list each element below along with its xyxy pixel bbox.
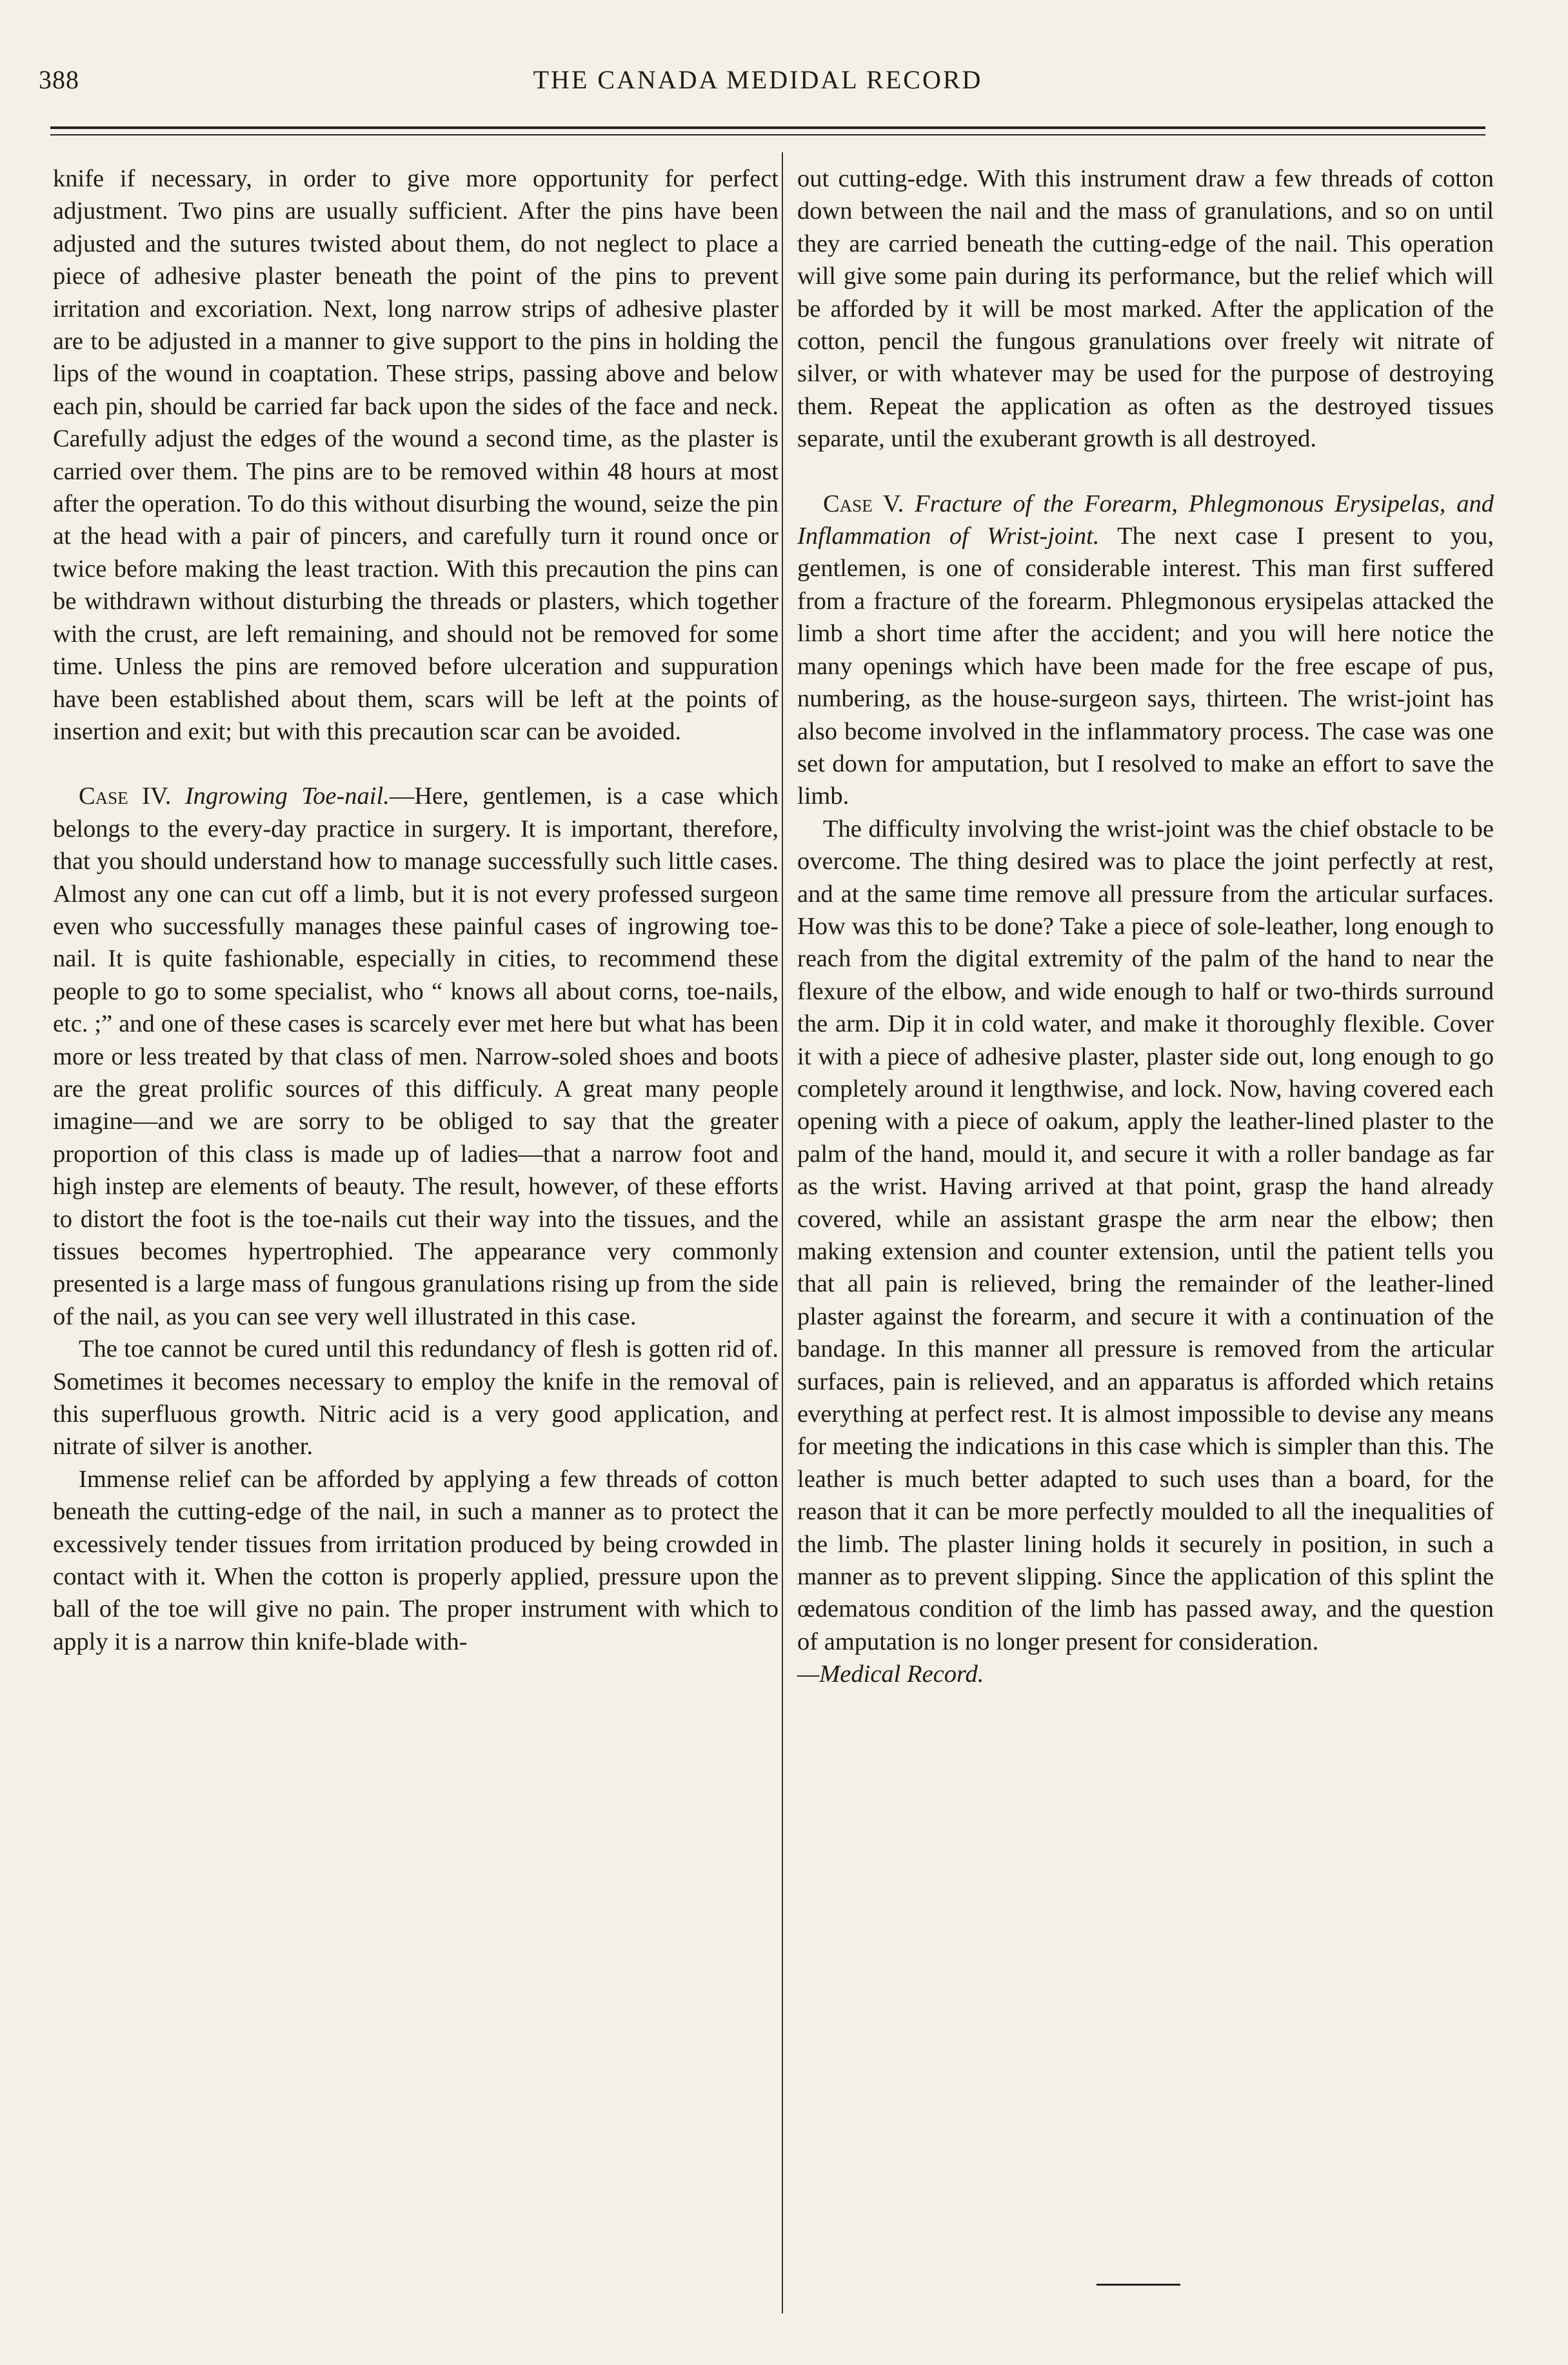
case-title: Ingrowing Toe-nail. bbox=[184, 783, 390, 810]
case-label: Case IV. bbox=[79, 783, 172, 810]
paragraph-text: The difficulty involving the wrist-joint was the chief obstacle to be overcome. The thing desired was to place the joint perfectly at rest, and at the same time remove all pressure from the articular surfaces. How was this to be done? Take a piece of sole-leather, long enough to reach from the digital extremity of the palm of the hand to near the flexure of the elbow, and wide enough to half or two-thirds surround the arm. Dip it in cold water, and make it thoroughly flexible. Cover it with a piece of adhesive plaster, plaster side out, long enough to go completely around it lengthwise, and lock. Now, having covered each opening with a piece of oakum, apply the leather-lined plaster to the palm of the hand, mould it, and secure it with a roller bandage as far as the wrist. Having arrived at that point, grasp the hand already covered, while an assistant graspe the arm near the elbow; then making extension and counter extension, until the patient tells you that all pain is relieved, bring the remainder of the leather-lined plaster against the forearm, and secure it with a continuation of the bandage. In this manner all pressure is removed from the articular surfaces, pain is relieved, and an apparatus is afforded which retains everything at perfect rest. It is almost impossible to devise any means for meeting the indications in this case which is simpler than this. The leather is much better adapted to such uses than a board, for the reason that it can be more perfectly moulded to all the inequalities of the limb. The plaster lining holds it securely in position, in such a manner as to prevent slipping. Since the application of this splint the œdematous condition of the limb has passed away, and the question of amputation is no longer present for consideration. bbox=[797, 815, 1494, 1655]
source-citation: —Medical Record. bbox=[797, 1661, 984, 1688]
case-text: The next case I present to you, gentlemen, is one of considerable interest. This man first suffered from a fracture of the forearm. Phlegmonous erysipelas attacked the limb a short time after the accident; and you will here notice the many openings which have been made for the free escape of pus, numbering, as the house-surgeon says, thirteen. The wrist-joint has also become involved in the inflammatory process. The case was one set down for amputation, but I resolved to make an effort to save the limb. bbox=[797, 523, 1494, 810]
paragraph: Immense relief can be afforded by applying a few threads of cotton beneath the cutting-edge of the nail, in such a manner as to protect the excessively tender tissues from irritation produced by being crowded in contact with it. When the cotton is properly applied, pressure upon the ball of the toe will give no pain. The proper instrument with which to apply it is a narrow thin knife-blade with- bbox=[53, 1465, 779, 1655]
case-title: Fracture of the Forearm, Phlegmonous Erysipelas, and Inflammation of Wrist-joint. bbox=[797, 490, 1494, 550]
paragraph bbox=[797, 813, 1494, 1691]
header-rule-thick bbox=[50, 126, 1485, 129]
closing-rule bbox=[1097, 2284, 1180, 2286]
paragraph: out cutting-edge. With this instrument draw a few threads of cotton down between the nail and the mass of granulations, and so on until they are carried beneath the cutting-edge of the nail. This operation will give some pain during its performance, but the relief which will be afforded by it will be most marked. After the application of the cotton, pencil the fungous granulations over freely wit nitrate of silver, or with whatever may be used for the purpose of destroying them. Repeat the application as often as the destroyed tissues separate, until the exuberant growth is all destroyed. bbox=[797, 165, 1494, 453]
paragraph: knife if necessary, in order to give more opportunity for perfect adjustment. Two pins are usually sufficient. After the pins have been adjusted and the sutures twisted about them, do not neglect to place a piece of adhesive plaster beneath the point of the pins to prevent irritation and excoriation. Next, long narrow strips of adhesive plaster are to be adjusted in a manner to give support to the pins in holding the lips of the wound in coaptation. These strips, passing above and below each pin, should be carried far back upon the sides of the face and neck. Carefully adjust the edges of the wound a second time, as the plaster is carried over them. The pins are to be removed within 48 hours at most after the operation. To do this without disurbing the wound, seize the pin at the head with a pair of pincers, and carefully turn it round once or twice before making the least traction. With this precaution the pins can be withdrawn without disturbing the threads or plasters, which together with the crust, are left remaining, and should not be removed for some time. Unless the pins are removed before ulceration and suppuration have been established about them, scars will be left at the points of insertion and exit; but with this precaution scar can be avoided. bbox=[53, 165, 779, 745]
header-rule-thin bbox=[50, 134, 1485, 135]
page-number: 388 bbox=[39, 65, 79, 94]
page-header bbox=[39, 59, 1477, 105]
column-divider bbox=[782, 152, 783, 2313]
case-text: —Here, gentlemen, is a case which belongs to the every-day practice in surgery. It is important, therefore, that you should understand how to manage successfully such little cases. Almost any one can cut off a limb, but it is not every professed surgeon even who successfully manages these painful cases of ingrowing toe-nail. It is quite fashionable, especially in cities, to recommend these people to go to some specialist, who “ knows all about corns, toe-nails, etc. ;” and one of these cases is scarcely ever met here but what has been more or less treated by that class of men. Narrow-soled shoes and boots are the great prolific sources of this difficuly. A great many people imagine—and we are sorry to be obliged to say that the greater proportion of this class is made up of ladies—that a narrow foot and high instep are elements of beauty. The result, however, of these efforts to distort the foot is the toe-nails cut their way into the tissues, and the tissues becomes hypertrophied. The appearance very commonly presented is a large mass of fungous granulations rising up from the side of the nail, as you can see very well illustrated in this case. bbox=[53, 783, 779, 1330]
right-column bbox=[797, 163, 1494, 1691]
left-column bbox=[53, 163, 779, 1658]
paragraph: The toe cannot be cured until this redundancy of flesh is gotten rid of. Sometimes it becomes necessary to employ the knife in the removal of this superfluous growth. Nitric acid is a very good application, and nitrate of silver is another. bbox=[53, 1335, 779, 1461]
case-iv-paragraph bbox=[53, 780, 779, 1333]
journal-title: THE CANADA MEDIDAL RECORD bbox=[533, 65, 983, 94]
case-v-paragraph bbox=[797, 488, 1494, 813]
case-label: Case V. bbox=[823, 490, 904, 517]
